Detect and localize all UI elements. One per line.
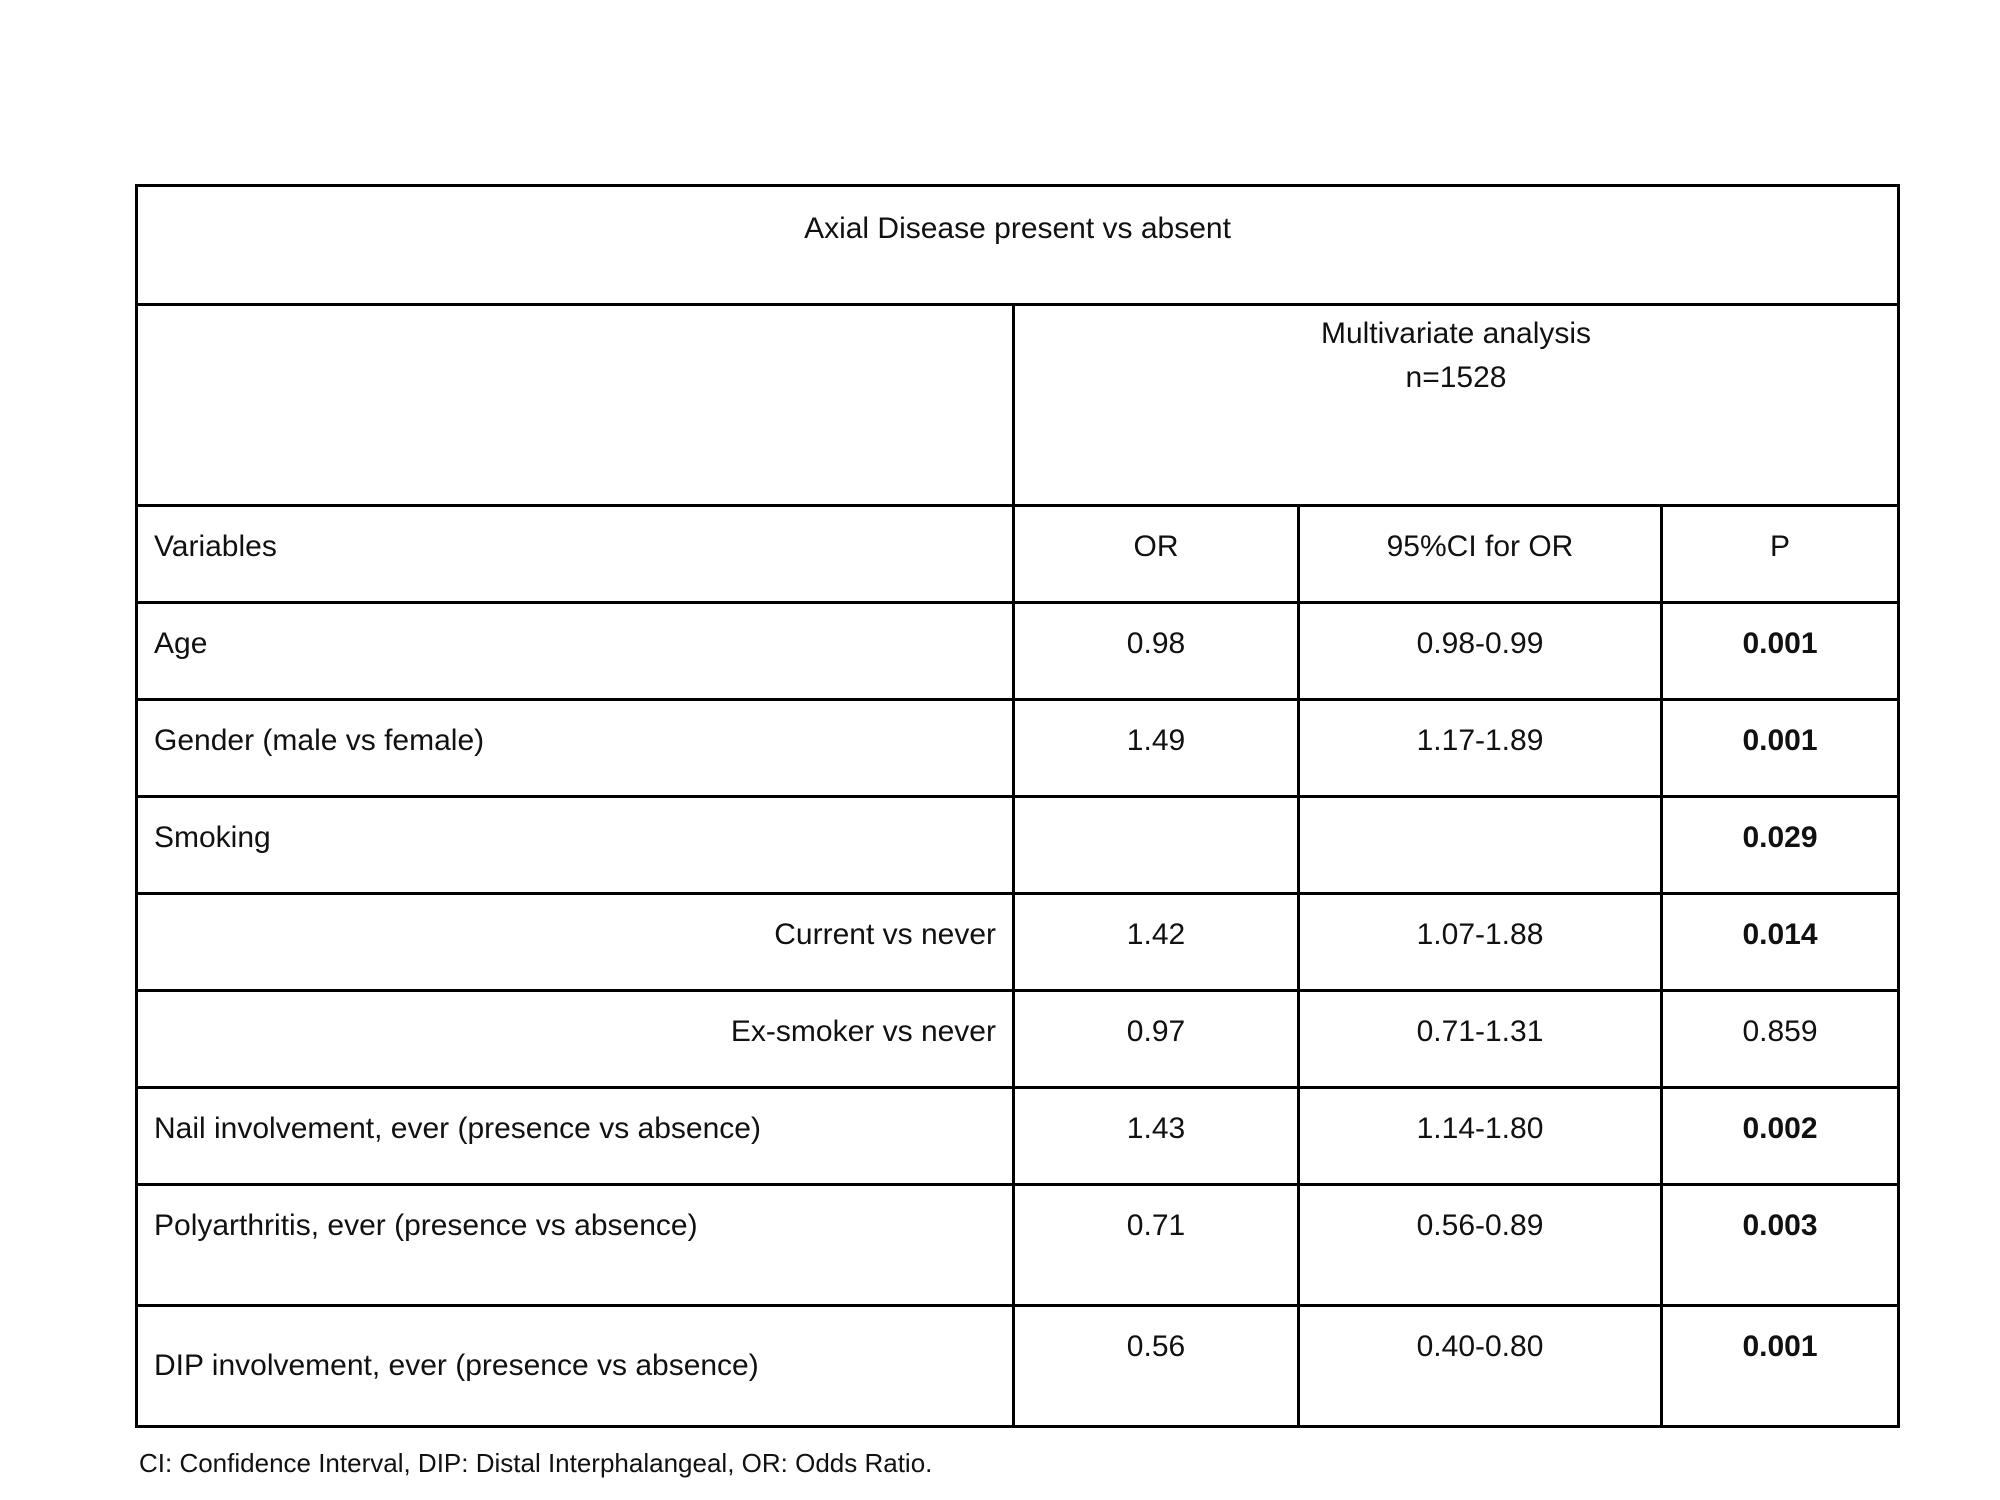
- header-ci: 95%CI for OR: [1299, 506, 1662, 603]
- cell-or: [1014, 797, 1299, 894]
- table-row: [137, 700, 1899, 797]
- cell-ci: [1299, 797, 1662, 894]
- table-row: [137, 894, 1899, 991]
- cell-p: 0.001: [1662, 1306, 1899, 1427]
- cell-variable: Smoking: [137, 797, 1014, 894]
- results-table: [135, 184, 1900, 1428]
- cell-variable: DIP involvement, ever (presence vs absence): [137, 1306, 1014, 1427]
- cell-p: 0.001: [1662, 603, 1899, 700]
- cell-p: 0.029: [1662, 797, 1899, 894]
- cell-p: 0.001: [1662, 700, 1899, 797]
- cell-or: 1.42: [1014, 894, 1299, 991]
- cell-variable: Gender (male vs female): [137, 700, 1014, 797]
- header-p: P: [1662, 506, 1899, 603]
- table-row: [137, 1306, 1899, 1427]
- cell-variable: Polyarthritis, ever (presence vs absence): [137, 1185, 1014, 1306]
- table-row: [137, 991, 1899, 1088]
- header-or: OR: [1014, 506, 1299, 603]
- cell-ci: 0.71-1.31: [1299, 991, 1662, 1088]
- cell-variable: Current vs never: [137, 894, 1014, 991]
- cell-p: 0.859: [1662, 991, 1899, 1088]
- cell-or: 0.56: [1014, 1306, 1299, 1427]
- table-row: [137, 1185, 1899, 1306]
- cell-or: 0.98: [1014, 603, 1299, 700]
- cell-p: 0.003: [1662, 1185, 1899, 1306]
- cell-or: 0.71: [1014, 1185, 1299, 1306]
- empty-cell: [137, 305, 1014, 506]
- footnote: CI: Confidence Interval, DIP: Distal Interphalangeal, OR: Odds Ratio.: [139, 1448, 933, 1478]
- cell-ci: 1.17-1.89: [1299, 700, 1662, 797]
- cell-ci: 1.14-1.80: [1299, 1088, 1662, 1185]
- table-row: [137, 1088, 1899, 1185]
- cell-ci: 0.56-0.89: [1299, 1185, 1662, 1306]
- table-row: [137, 797, 1899, 894]
- group-header-row: [137, 305, 1899, 506]
- table-title: Axial Disease present vs absent: [137, 186, 1899, 305]
- sample-size: n=1528: [1405, 360, 1507, 394]
- header-variables: Variables: [137, 506, 1014, 603]
- column-header-row: [137, 506, 1899, 603]
- multivariate-label: Multivariate analysis: [1320, 317, 1592, 350]
- cell-or: 1.43: [1014, 1088, 1299, 1185]
- cell-variable: Ex-smoker vs never: [137, 991, 1014, 1088]
- cell-or: 1.49: [1014, 700, 1299, 797]
- cell-ci: 1.07-1.88: [1299, 894, 1662, 991]
- cell-ci: 0.98-0.99: [1299, 603, 1662, 700]
- cell-ci: 0.40-0.80: [1299, 1306, 1662, 1427]
- title-row: [137, 186, 1899, 305]
- cell-variable: Age: [137, 603, 1014, 700]
- cell-variable: Nail involvement, ever (presence vs absence): [137, 1088, 1014, 1185]
- cell-or: 0.97: [1014, 991, 1299, 1088]
- table-row: [137, 603, 1899, 700]
- cell-p: 0.002: [1662, 1088, 1899, 1185]
- multivariate-header: [1014, 305, 1899, 506]
- cell-p: 0.014: [1662, 894, 1899, 991]
